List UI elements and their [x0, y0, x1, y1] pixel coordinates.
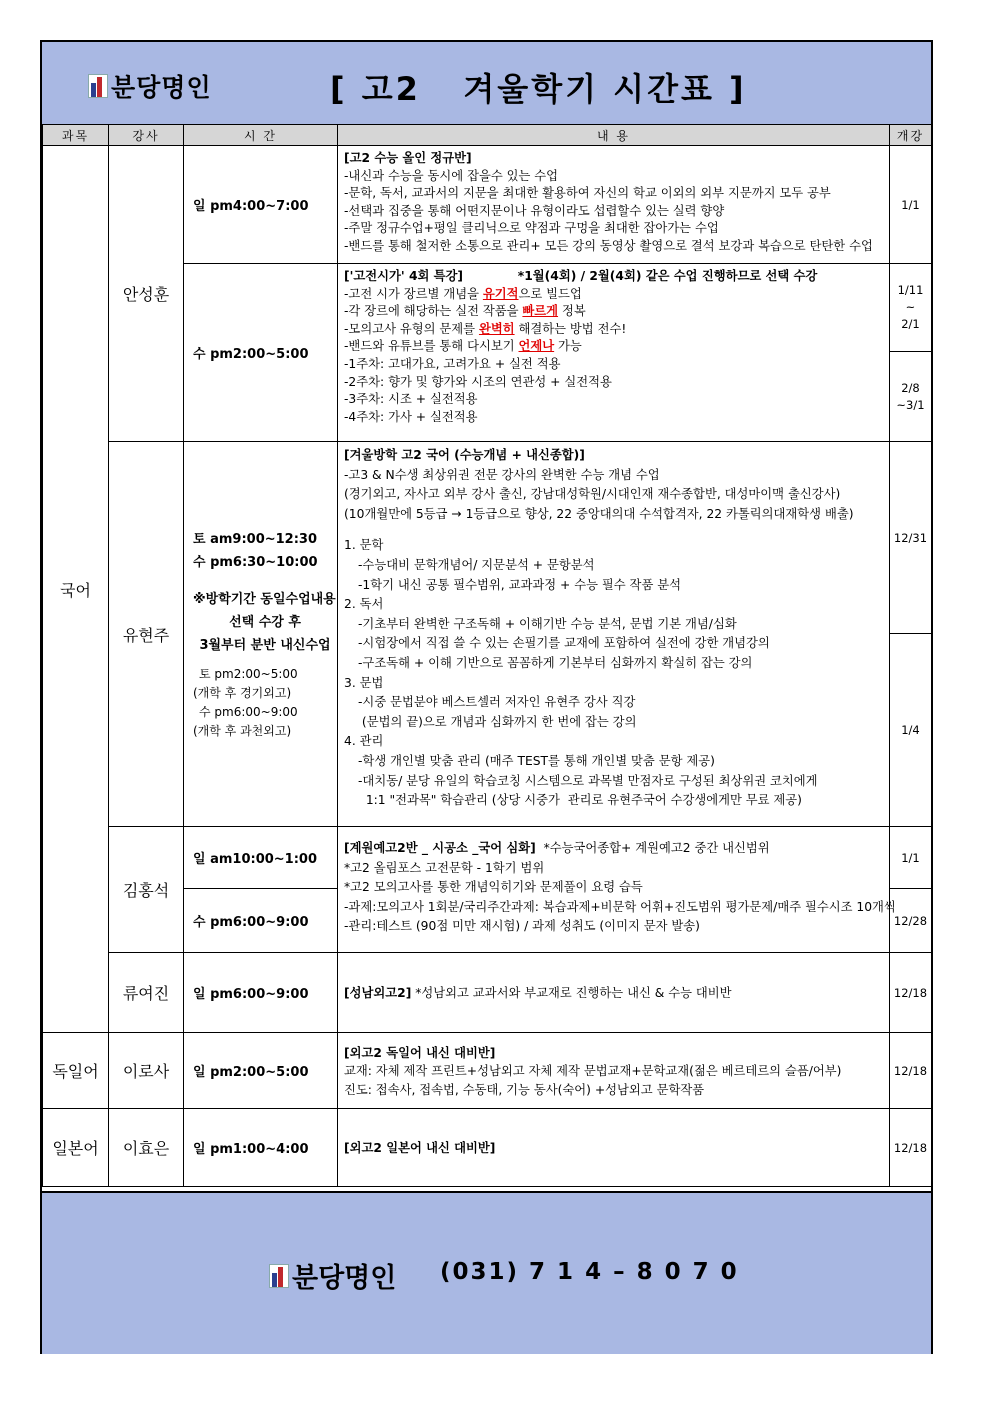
- table-row: [43, 1033, 932, 1109]
- highlight-text: 빠르게: [522, 304, 559, 319]
- time-text: 토 am9:00~12:30: [193, 531, 318, 547]
- time-cell: 일 am10:00~1:00: [184, 827, 338, 889]
- content-line: -문학, 독서, 교과서의 지문을 최대한 활용하여 자신의 학교 이외의 외부 지문까지 모두 공부: [344, 186, 831, 201]
- teacher-ryu: 류여진: [109, 953, 184, 1033]
- section-heading: 2. 독서: [344, 597, 384, 612]
- course-content: [338, 264, 890, 442]
- col-subject: 과목: [43, 125, 109, 146]
- content-text: 가능: [554, 339, 582, 354]
- open-text: ~: [905, 300, 916, 314]
- content-text: -고전 시가 장르별 개념을: [344, 286, 483, 301]
- content-line: -2주차: 향가 및 향가와 시조의 연관성 + 실전적용: [344, 374, 612, 389]
- subject-korean: 국어: [43, 146, 109, 1033]
- open-text: 2/8: [901, 380, 920, 395]
- time-note: (개학 후 경기외고): [193, 685, 292, 700]
- course-title: [성남외고2]: [344, 985, 412, 1000]
- phone-number: (031) 7 1 4 – 8 0 7 0: [440, 1259, 739, 1285]
- time-cell: 일 pm6:00~9:00: [184, 953, 338, 1033]
- table-row: [43, 1109, 932, 1187]
- time-cell: 수 pm2:00~5:00: [184, 264, 338, 442]
- time-cell: 일 pm4:00~7:00: [184, 146, 338, 264]
- col-content: 내 용: [338, 125, 890, 146]
- highlight-text: 유기적: [482, 286, 519, 301]
- time-note: 3월부터 분반 내신수업: [199, 637, 331, 653]
- content-line: -고3 & N수생 최상위권 전문 강사의 완벽한 수능 개념 수업: [344, 467, 660, 482]
- time-cell: 일 pm2:00~5:00: [184, 1033, 338, 1109]
- open-date: [890, 264, 932, 352]
- content-line: -시험장에서 직접 쓸 수 있는 손필기를 교재에 포함하여 실전에 강한 개념강의: [358, 636, 770, 651]
- logo-icon: [269, 1264, 289, 1288]
- course-content: [338, 1033, 890, 1109]
- col-teacher: 강사: [109, 125, 184, 146]
- course-content: [338, 1109, 890, 1187]
- open-date: 1/1: [890, 146, 932, 264]
- page-title: [ 고2 겨울학기 시간표 ]: [330, 70, 747, 108]
- content-line: *고2 모의고사를 통한 개념익히기와 문제풀이 요령 습득: [344, 880, 643, 895]
- open-date: 1/4: [890, 634, 932, 827]
- course-title: [고2 수능 올인 정규반]: [344, 151, 472, 165]
- course-title: [계원예고2반 _ 시공소 _국어 심화]: [344, 841, 536, 855]
- content-text: -각 장르에 해당하는 실전 작품을: [344, 304, 523, 319]
- course-title: [외고2 독일어 내신 대비반]: [344, 1045, 496, 1060]
- time-cell: [184, 442, 338, 827]
- open-date: 12/28: [890, 889, 932, 953]
- content-line: -4주차: 가사 + 실전적용: [344, 409, 478, 424]
- content-line: -관리:테스트 (90점 미만 재시험) / 과제 성취도 (이미지 문자 발송): [344, 919, 700, 934]
- course-title: ['고전시가' 4회 특강]: [344, 269, 464, 283]
- course-title: [겨울방학 고2 국어 (수능개념 + 내신종합)]: [344, 448, 585, 462]
- column-header-row: [43, 125, 932, 146]
- content-text: 정복: [558, 304, 586, 319]
- content-line: (경기외고, 자사고 외부 강사 출신, 강남대성학원/시대인재 재수종합반, 대성마이맥 출신강사): [344, 487, 841, 502]
- content-line: -주말 정규수업+평일 클리닉으로 약점과 구멍을 최대한 잡아가는 수업: [344, 221, 719, 236]
- content-line: -밴드를 통해 철저한 소통으로 관리+ 모든 강의 동영상 촬영으로 결석 보강과 복습으로 탄탄한 수업: [344, 238, 873, 253]
- content-line: -구조독해 + 이해 기반으로 꼼꼼하게 기본부터 심화까지 확실히 잡는 강의: [358, 655, 753, 670]
- section-heading: 1. 문학: [344, 538, 384, 553]
- content-line: 1:1 "전과목" 학습관리 (상당 시중가 관리로 유현주국어 수강생에게만 무료 제공): [358, 793, 802, 808]
- footer-brand-name: 분당명인: [292, 1263, 397, 1294]
- course-note: *수능국어종합+ 계원예고2 중간 내신범위: [543, 841, 770, 855]
- teacher-kim: 김홍석: [109, 827, 184, 953]
- content-line: -내신과 수능을 동시에 잡을수 있는 수업: [344, 168, 559, 183]
- time-text: 수 pm6:30~10:00: [193, 554, 318, 570]
- open-date: [890, 352, 932, 442]
- time-cell: 수 pm6:00~9:00: [184, 889, 338, 953]
- schedule-table: [42, 124, 932, 1187]
- content-line: -대치동/ 분당 유일의 학습코칭 시스템으로 과목별 만점자로 구성된 최상위권 코치에게: [358, 773, 818, 788]
- highlight-text: 언제나: [518, 339, 555, 354]
- content-text: -모의고사 유형의 문제를: [344, 321, 479, 336]
- time-cell: 일 pm1:00~4:00: [184, 1109, 338, 1187]
- time-note: ※방학기간 동일수업내용: [193, 591, 336, 607]
- course-note: *1월(4회) / 2월(4회) 같은 수업 진행하므로 선택 수강: [517, 269, 818, 283]
- teacher-lee-rosa: 이로사: [109, 1033, 184, 1109]
- content-line: -1주차: 고대가요, 고려가요 + 실전 적용: [344, 356, 561, 371]
- footer-logo: [269, 1256, 396, 1295]
- table-row: [43, 146, 932, 264]
- section-heading: 4. 관리: [344, 734, 384, 749]
- open-text: 1/11: [897, 283, 924, 297]
- content-line: -1학기 내신 공통 필수범위, 교과과정 + 수능 필수 작품 분석: [358, 577, 681, 592]
- open-text: 2/1: [901, 317, 920, 331]
- brand-name: 분당명인: [111, 73, 212, 102]
- course-content: [338, 827, 896, 953]
- content-line: -학생 개인별 맞춤 관리 (매주 TEST를 통해 개인별 맞춤 문항 제공): [358, 753, 715, 768]
- subject-japanese: 일본어: [43, 1109, 109, 1187]
- footer-band: [42, 1191, 931, 1354]
- content-line: -수능대비 문학개념어/ 지문분석 + 문항분석: [358, 557, 595, 572]
- teacher-yoo: 유현주: [109, 442, 184, 827]
- content-line: -시중 문법분야 베스트셀러 저자인 유현주 강사 직강: [358, 695, 636, 710]
- course-content: [338, 442, 890, 827]
- time-note: 선택 수강 후: [229, 614, 301, 630]
- course-content: [338, 953, 890, 1033]
- content-line: -선택과 집중을 통해 어떤지문이나 유형이라도 섭렵할수 있는 실력 향양: [344, 203, 725, 218]
- section-heading: 3. 문법: [344, 675, 384, 690]
- content-line: -3주차: 시조 + 실전적용: [344, 392, 478, 407]
- content-line: 진도: 접속사, 접속법, 수동태, 기능 동사(숙어) +성남외고 문학작품: [344, 1082, 705, 1097]
- open-date: 12/18: [890, 953, 932, 1033]
- timetable-frame: [40, 40, 933, 1354]
- teacher-lee-hyoeun: 이효은: [109, 1109, 184, 1187]
- open-date: 12/31: [890, 442, 932, 634]
- logo-icon: [88, 74, 108, 98]
- content-line: 교재: 자체 제작 프린트+성남외고 자체 제작 문법교재+문학교재(젊은 베르테르의 슬픔/어부): [344, 1064, 842, 1079]
- time-note: (개학 후 과천외고): [193, 723, 292, 738]
- content-line: -기초부터 완벽한 구조독해 + 이해기반 수능 분석, 문법 기본 개념/심화: [358, 616, 737, 631]
- open-date: 12/18: [890, 1109, 932, 1187]
- content-line: -과제:모의고사 1회분/국리주간과제: 복습과제+비문학 어휘+진도범위 평가문제/매주 필수시조 10개씩: [344, 899, 896, 914]
- course-note: *성남외고 교과서와 부교재로 진행하는 내신 & 수능 대비반: [415, 985, 732, 1000]
- content-line: (10개월만에 5등급 → 1등급으로 향상, 22 중앙대의대 수석합격자, 22 카톨릭의대재학생 배출): [344, 506, 854, 521]
- brand-logo: [88, 68, 212, 104]
- header-band: [42, 42, 931, 126]
- open-text: ~3/1: [896, 397, 925, 412]
- table-row: [43, 953, 932, 1033]
- col-time: 시 간: [184, 125, 338, 146]
- content-text: 해결하는 방법 전수!: [514, 321, 627, 336]
- time-text: 수 pm6:00~9:00: [199, 704, 298, 719]
- table-row: [43, 442, 932, 634]
- table-row: [43, 827, 932, 889]
- open-date: 1/1: [890, 827, 932, 889]
- subject-german: 독일어: [43, 1033, 109, 1109]
- time-text: 토 pm2:00~5:00: [199, 666, 298, 681]
- content-text: -밴드와 유튜브를 통해 다시보기: [344, 339, 519, 354]
- content-line: *고2 올림포스 고전문학 - 1학기 범위: [344, 860, 545, 875]
- col-open: 개강: [890, 125, 932, 146]
- content-line: (문법의 끝)으로 개념과 심화까지 한 번에 잡는 강의: [358, 714, 637, 729]
- highlight-text: 완벽히: [478, 321, 515, 336]
- content-text: 으로 빌드업: [518, 286, 582, 301]
- course-content: [338, 146, 890, 264]
- teacher-ahn: 안성훈: [109, 146, 184, 442]
- open-date: 12/18: [890, 1033, 932, 1109]
- course-title: [외고2 일본어 내신 대비반]: [344, 1140, 496, 1155]
